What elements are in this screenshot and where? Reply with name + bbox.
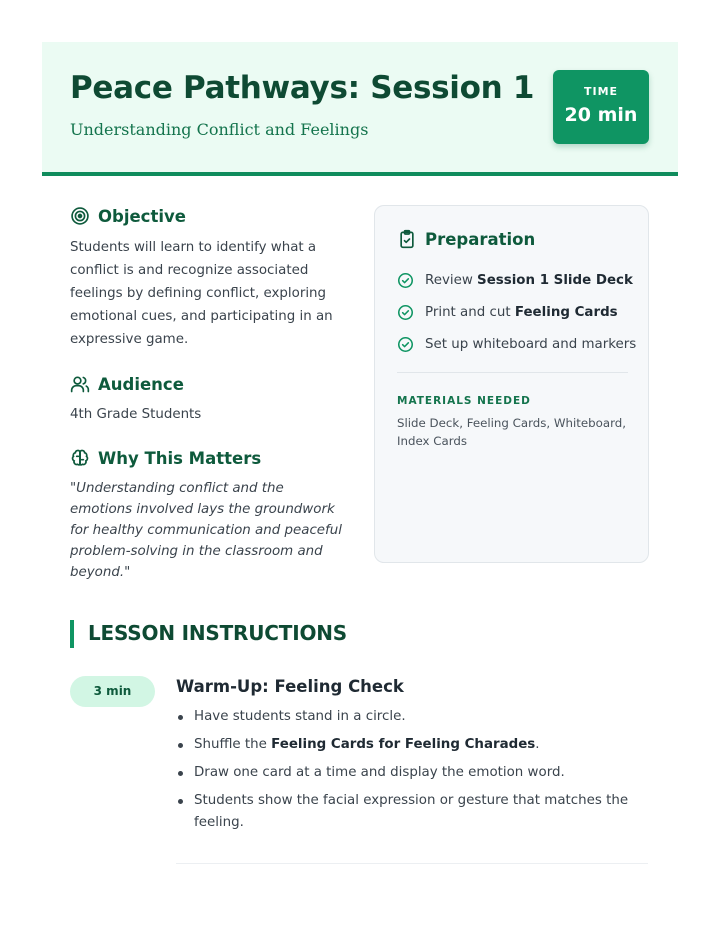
step-duration-badge: 3 min <box>70 676 155 707</box>
step-bullet-list <box>176 706 648 840</box>
preparation-divider <box>397 372 628 373</box>
step-divider <box>176 863 648 864</box>
preparation-item: Print and cut Feeling Cards <box>397 296 636 328</box>
brain-icon <box>70 448 90 468</box>
page-header <box>42 42 678 176</box>
objective-heading <box>70 206 186 226</box>
step-bullet: Shuffle the Feeling Cards for Feeling Charades. <box>176 734 648 756</box>
check-circle-icon <box>397 336 414 353</box>
page-title: Peace Pathways: Session 1 <box>70 70 535 106</box>
audience-text: 4th Grade Students <box>70 407 202 422</box>
time-badge <box>553 70 649 144</box>
lesson-heading: LESSON INSTRUCTIONS <box>88 621 347 645</box>
time-value: 20 min <box>564 104 638 126</box>
objective-heading-text: Objective <box>98 206 186 226</box>
objective-text: Students will learn to identify what a conflict is and recognize associated feelings by defining conflict, exploring emotional cues, and participating in an expressive game. <box>70 240 333 347</box>
lesson-accent-bar <box>70 620 74 648</box>
check-circle-icon <box>397 272 414 289</box>
preparation-item: Set up whiteboard and markers <box>397 328 636 360</box>
preparation-list <box>397 264 636 360</box>
step-bullet: Students show the facial expression or gesture that matches the feeling. <box>176 790 648 834</box>
step-bullet: Have students stand in a circle. <box>176 706 648 728</box>
time-label: TIME <box>583 85 619 98</box>
preparation-heading-text: Preparation <box>425 229 536 249</box>
audience-heading <box>70 374 184 394</box>
preparation-card <box>374 205 649 563</box>
page-subtitle: Understanding Conflict and Feelings <box>70 120 369 139</box>
clipboard-check-icon <box>397 229 417 249</box>
users-icon <box>70 374 90 394</box>
materials-label: MATERIALS NEEDED <box>397 395 531 407</box>
target-icon <box>70 206 90 226</box>
step-title: Warm-Up: Feeling Check <box>176 677 404 696</box>
audience-heading-text: Audience <box>98 374 184 394</box>
why-heading <box>70 448 261 468</box>
why-quote: "Understanding conflict and the emotions involved lays the groundwork for healthy communication and peaceful problem-solving in the classroom and beyond." <box>70 481 342 580</box>
step-bullet: Draw one card at a time and display the emotion word. <box>176 762 648 784</box>
why-heading-text: Why This Matters <box>98 448 262 468</box>
check-circle-icon <box>397 304 414 321</box>
preparation-heading <box>397 229 535 249</box>
materials-text: Slide Deck, Feeling Cards, Whiteboard, Index Cards <box>397 416 626 448</box>
preparation-item: Review Session 1 Slide Deck <box>397 264 636 296</box>
